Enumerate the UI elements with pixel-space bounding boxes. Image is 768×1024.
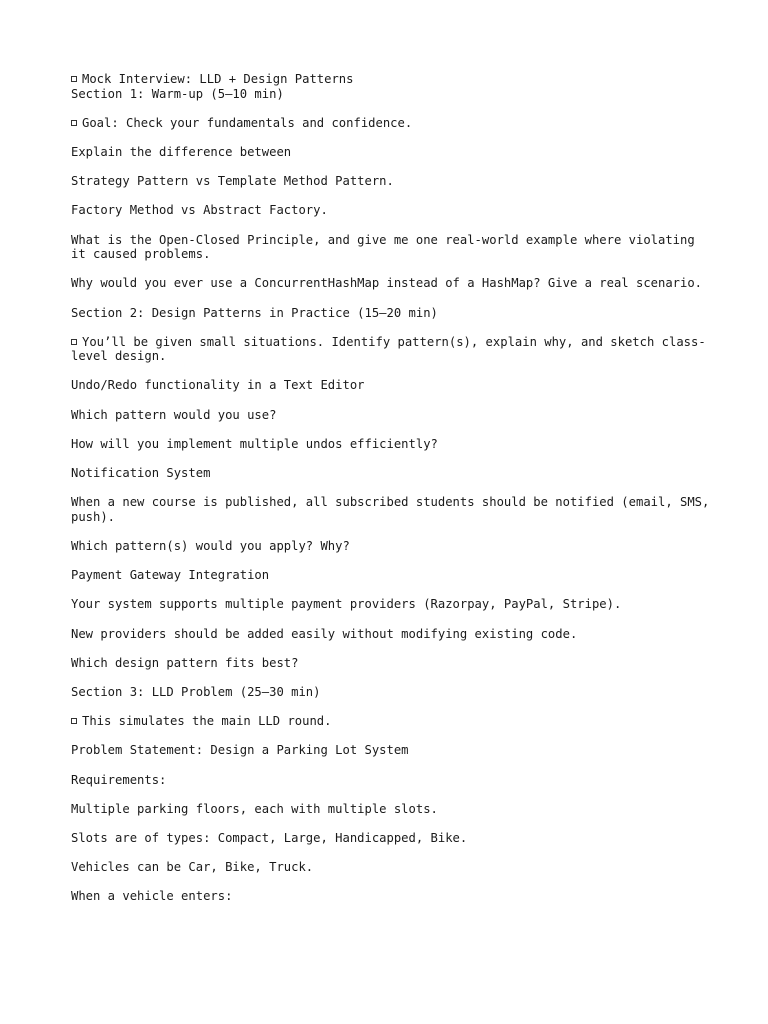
case-title: Undo/Redo functionality in a Text Editor bbox=[71, 378, 365, 393]
question-item: Strategy Pattern vs Template Method Pattern. bbox=[71, 174, 394, 189]
section-3-intro: This simulates the main LLD round. bbox=[71, 714, 711, 729]
case-question: Which pattern(s) would you apply? Why? bbox=[71, 539, 350, 553]
requirement-item: When a vehicle enters: bbox=[71, 889, 233, 904]
case-question: Which pattern would you use? bbox=[71, 407, 277, 422]
case-question: Which design pattern fits best? bbox=[71, 655, 299, 670]
placeholder-glyph-icon bbox=[71, 718, 77, 724]
section-1-goal: Goal: Check your fundamentals and confidence. bbox=[71, 116, 711, 131]
section-2-heading: Section 2: Design Patterns in Practice (15–20 min) bbox=[71, 305, 438, 320]
requirement-item: Vehicles can be Car, Bike, Truck. bbox=[71, 860, 314, 875]
question-item: Why would you ever use a ConcurrentHashMap instead of a HashMap? Give a real scenario. bbox=[71, 276, 703, 291]
placeholder-glyph-icon bbox=[71, 120, 77, 126]
section-2-intro: You’ll be given small situations. Identify pattern(s), explain why, and sketch class-level design. bbox=[71, 334, 706, 364]
document-page bbox=[71, 72, 717, 918]
requirements-heading: Requirements: bbox=[71, 772, 167, 787]
requirement-item: Slots are of types: Compact, Large, Handicapped, Bike. bbox=[71, 830, 468, 845]
placeholder-glyph-icon bbox=[71, 339, 77, 345]
case-description: When a new course is published, all subscribed students should be notified (email, SMS, push). bbox=[71, 495, 717, 524]
case-title: Notification System bbox=[71, 466, 211, 481]
case-question: How will you implement multiple undos efficiently? bbox=[71, 436, 438, 451]
question-item: What is the Open-Closed Principle, and give me one real-world example where violating it caused problems. bbox=[71, 232, 703, 262]
case-description: New providers should be added easily without modifying existing code. bbox=[71, 626, 578, 641]
section-1-heading: Section 1: Warm-up (5–10 min) bbox=[71, 86, 284, 101]
document-title-line bbox=[71, 72, 711, 87]
case-description: Your system supports multiple payment providers (Razorpay, PayPal, Stripe). bbox=[71, 597, 622, 612]
problem-statement: Problem Statement: Design a Parking Lot System bbox=[71, 743, 409, 758]
question-item: Factory Method vs Abstract Factory. bbox=[71, 203, 328, 218]
case-title: Payment Gateway Integration bbox=[71, 568, 270, 583]
section-3-heading: Section 3: LLD Problem (25–30 min) bbox=[71, 684, 321, 699]
requirement-item: Multiple parking floors, each with multiple slots. bbox=[71, 801, 438, 816]
document-title: Mock Interview: LLD + Design Patterns bbox=[82, 72, 354, 86]
question-intro: Explain the difference between bbox=[71, 144, 292, 159]
placeholder-glyph-icon bbox=[71, 76, 77, 82]
